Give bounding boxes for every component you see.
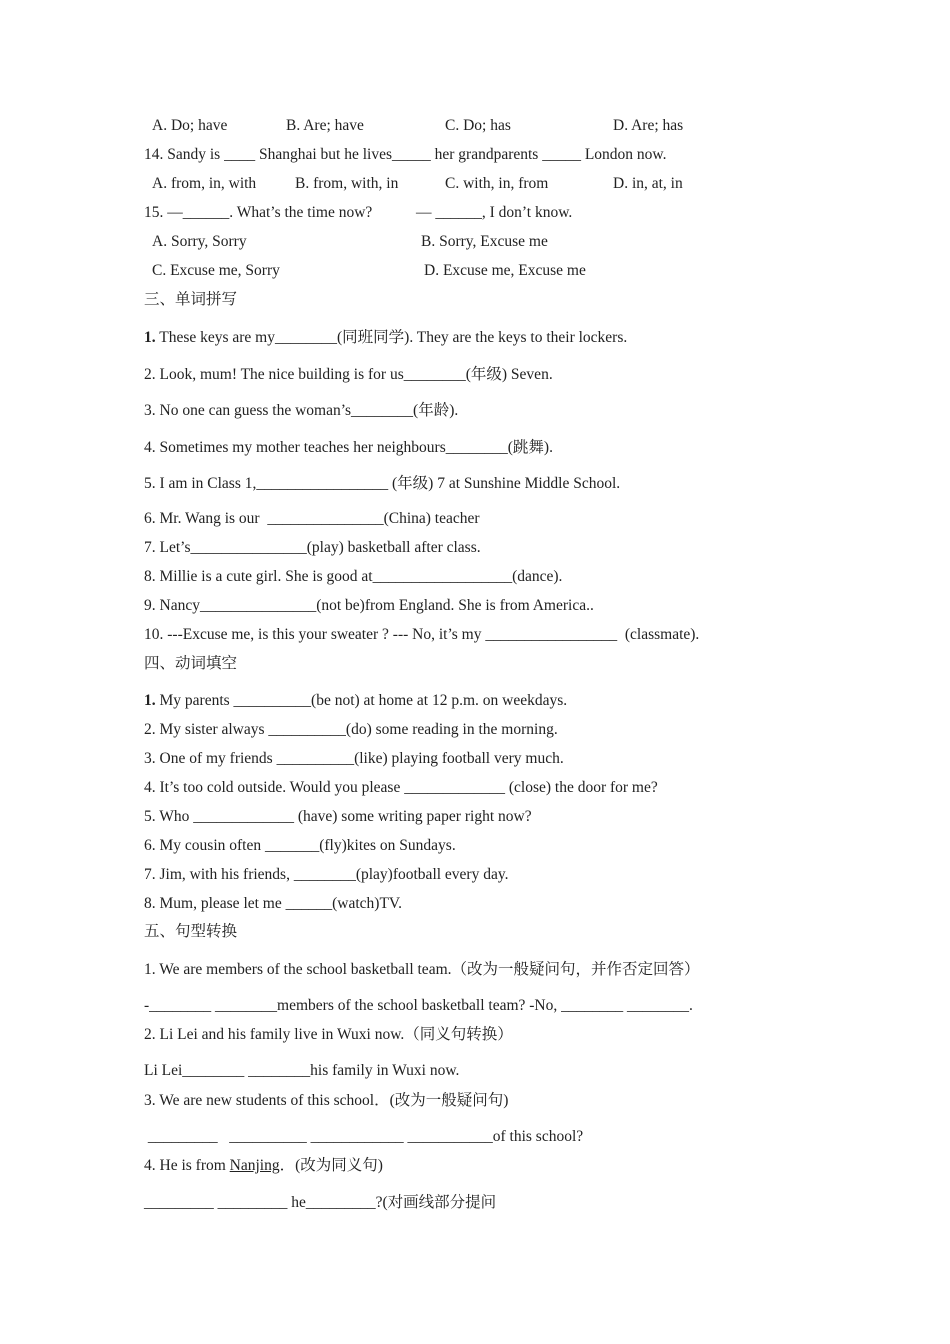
section4-item-2: 2. My sister always __________(do) some reading in the morning. xyxy=(144,721,558,738)
section5-heading: 五、句型转换 xyxy=(144,923,238,940)
q15-stem-b: — ______, I don’t know. xyxy=(416,204,573,221)
section3-heading: 三、单词拼写 xyxy=(144,291,238,308)
section5-answer-2: Li Lei________ ________his family in Wuxi now. xyxy=(144,1062,460,1079)
section3-item-4: 4. Sometimes my mother teaches her neighbours________(跳舞). xyxy=(144,439,553,456)
section3-item-2: 2. Look, mum! The nice building is for us________(年级) Seven. xyxy=(144,366,553,383)
section4-item-4: 4. It’s too cold outside. Would you please _____________ (close) the door for me? xyxy=(144,779,658,796)
item-number: 1. xyxy=(144,692,156,709)
section5-question-2: 2. Li Lei and his family live in Wuxi now.（同义句转换） xyxy=(144,1026,513,1043)
section3-item-3: 3. No one can guess the woman’s________(年龄). xyxy=(144,402,459,419)
item-number: 1. xyxy=(144,329,156,346)
q4-prefix: 4. He is from xyxy=(144,1157,230,1174)
q15-option-d: D. Excuse me, Excuse me xyxy=(424,262,586,279)
section3-item-10: 10. ---Excuse me, is this your sweater ? --- No, it’s my _________________ (classmate). xyxy=(144,626,700,643)
q13-option-b: B. Are; have xyxy=(286,117,364,134)
section4-item-1 xyxy=(144,692,567,710)
section3-item-1 xyxy=(144,329,627,347)
q14-stem: 14. Sandy is ____ Shanghai but he lives_____ her grandparents _____ London now. xyxy=(144,146,667,163)
section3-item-7: 7. Let’s_______________(play) basketball after class. xyxy=(144,539,481,556)
q15-option-b: B. Sorry, Excuse me xyxy=(421,233,548,250)
item-text: These keys are my________(同班同学). They are the keys to their lockers. xyxy=(155,329,628,346)
section4-item-5: 5. Who _____________ (have) some writing paper right now? xyxy=(144,808,532,825)
section4-item-6: 6. My cousin often _______(fly)kites on Sundays. xyxy=(144,837,456,854)
section4-heading: 四、动词填空 xyxy=(144,655,238,672)
q4-suffix: ．(改为同义句) xyxy=(279,1157,383,1174)
section4-item-3: 3. One of my friends __________(like) playing football very much. xyxy=(144,750,564,767)
section4-item-8: 8. Mum, please let me ______(watch)TV. xyxy=(144,895,402,912)
section3-item-5: 5. I am in Class 1,_________________ (年级) 7 at Sunshine Middle School. xyxy=(144,475,621,492)
section5-answer-4: _________ _________ he_________?(对画线部分提问 xyxy=(144,1194,497,1211)
q15-option-a: A. Sorry, Sorry xyxy=(152,233,247,250)
q13-option-a: A. Do; have xyxy=(152,117,228,134)
q14-option-a: A. from, in, with xyxy=(152,175,257,192)
q13-option-d: D. Are; has xyxy=(613,117,684,134)
q14-option-d: D. in, at, in xyxy=(613,175,683,192)
section3-item-6: 6. Mr. Wang is our _______________(China) teacher xyxy=(144,510,480,527)
q14-option-c: C. with, in, from xyxy=(445,175,549,192)
item-text: My parents __________(be not) at home at 12 p.m. on weekdays. xyxy=(155,692,568,709)
section5-question-1: 1. We are members of the school basketball team.（改为一般疑问句，并作否定回答） xyxy=(144,961,700,978)
q15-stem-a: 15. —______. What’s the time now? xyxy=(144,204,373,221)
section5-answer-1: -________ ________members of the school basketball team? -No, ________ ________. xyxy=(144,997,693,1014)
section5-question-3: 3. We are new students of this school．(改为一般疑问句) xyxy=(144,1092,509,1109)
section4-item-7: 7. Jim, with his friends, ________(play)football every day. xyxy=(144,866,509,883)
q15-option-c: C. Excuse me, Sorry xyxy=(152,262,280,279)
q14-option-b: B. from, with, in xyxy=(295,175,399,192)
q4-underlined-word: Nanjing xyxy=(229,1157,280,1174)
section5-question-4 xyxy=(144,1157,383,1175)
section3-item-9: 9. Nancy_______________(not be)from England. She is from America.. xyxy=(144,597,594,614)
section5-answer-3: _________ __________ ____________ ___________of this school? xyxy=(144,1128,584,1145)
q13-option-c: C. Do; has xyxy=(445,117,511,134)
section3-item-8: 8. Millie is a cute girl. She is good at__________________(dance). xyxy=(144,568,563,585)
